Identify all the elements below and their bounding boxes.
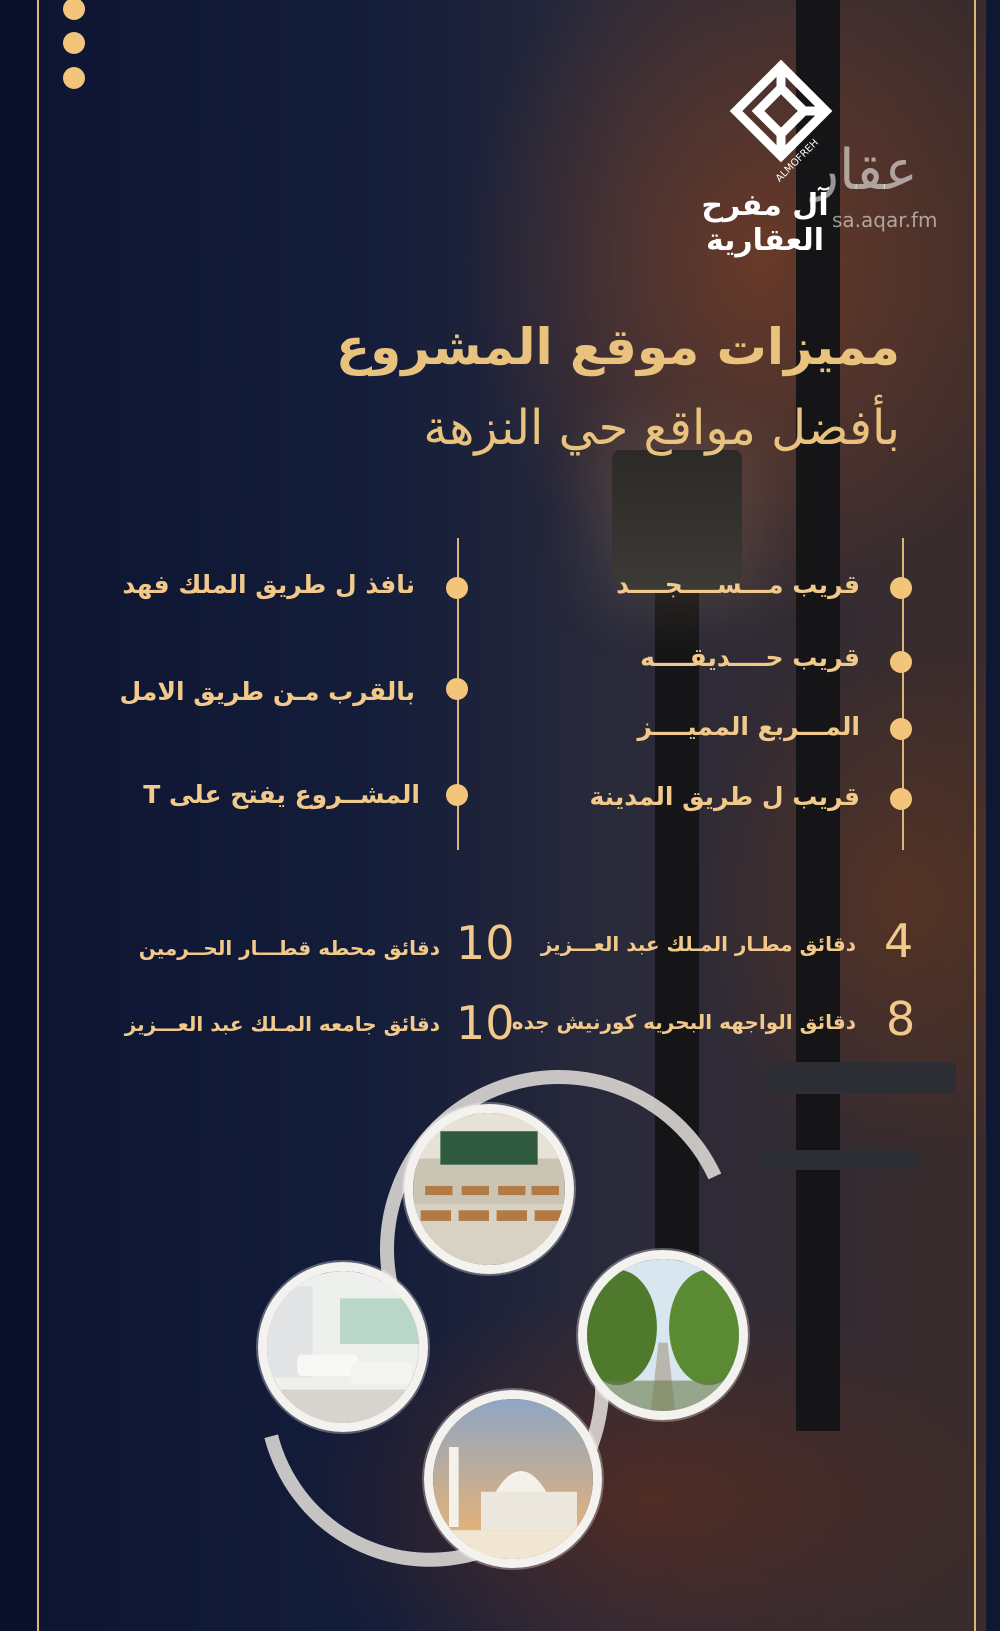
park-image — [587, 1259, 739, 1411]
distance-number: 8 — [886, 992, 916, 1046]
watermark-url: sa.aqar.fm — [832, 208, 938, 232]
bullet-dot — [890, 788, 912, 810]
distance-label: دقائق الواجهه البحريه كورنيش جده — [511, 1010, 856, 1034]
bullet-dot — [890, 718, 912, 740]
feature-item: المشــروع يفتح على T — [143, 780, 420, 809]
mosque-photo — [424, 1390, 602, 1568]
bullet-dot — [890, 651, 912, 673]
bullet-dot — [446, 678, 468, 700]
classroom-photo — [404, 1104, 574, 1274]
right-gold-rule — [974, 0, 976, 1631]
street-lamp — [612, 450, 742, 590]
hospital-image — [267, 1271, 419, 1423]
park-photo — [578, 1250, 748, 1420]
distance-label: دقائق مطـار المـلك عبد العـــزيز — [540, 932, 856, 956]
bullet-dot — [446, 784, 468, 806]
watermark-text: عقار — [812, 138, 918, 203]
distance-label: دقائق محطه قطـــار الحــرمين — [138, 936, 440, 960]
left-gold-rule — [37, 0, 39, 1631]
distance-number: 4 — [884, 914, 914, 968]
feature-item: قريب ل طريق المدينة — [589, 782, 860, 811]
distance-label: دقائق جامعه المـلك عبد العـــزيز — [124, 1012, 440, 1036]
park-bench-seat — [760, 1150, 920, 1170]
classroom-image — [413, 1113, 565, 1265]
page-subtitle: بأفضل مواقع حي النزهة — [423, 400, 900, 456]
feature-item: نافذ ل طريق الملك فهد — [122, 570, 415, 599]
feature-item: المـــربع المميــــز — [637, 712, 860, 741]
distance-number: 10 — [456, 916, 515, 970]
left-edge-band — [0, 0, 36, 1631]
feature-item: قريب حــــديقــــه — [640, 643, 860, 672]
decor-dot — [63, 32, 85, 54]
logo-text: ALMOFREH — [773, 137, 821, 185]
park-bench — [766, 1062, 956, 1094]
page-title: مميزات موقع المشروع — [335, 318, 900, 376]
feature-item: قريب مـــســــجــــد — [616, 570, 860, 599]
bullet-dot — [446, 577, 468, 599]
feature-item: بالقرب مـن طريق الامل — [119, 677, 415, 706]
brand-name: آل مفرح العقارية — [701, 188, 829, 258]
hospital-photo — [258, 1262, 428, 1432]
decor-dot — [63, 67, 85, 89]
right-edge-band — [986, 0, 1000, 1631]
decor-dot — [63, 0, 85, 20]
mosque-image — [433, 1399, 593, 1559]
bullet-dot — [890, 577, 912, 599]
distance-number: 10 — [456, 996, 515, 1050]
